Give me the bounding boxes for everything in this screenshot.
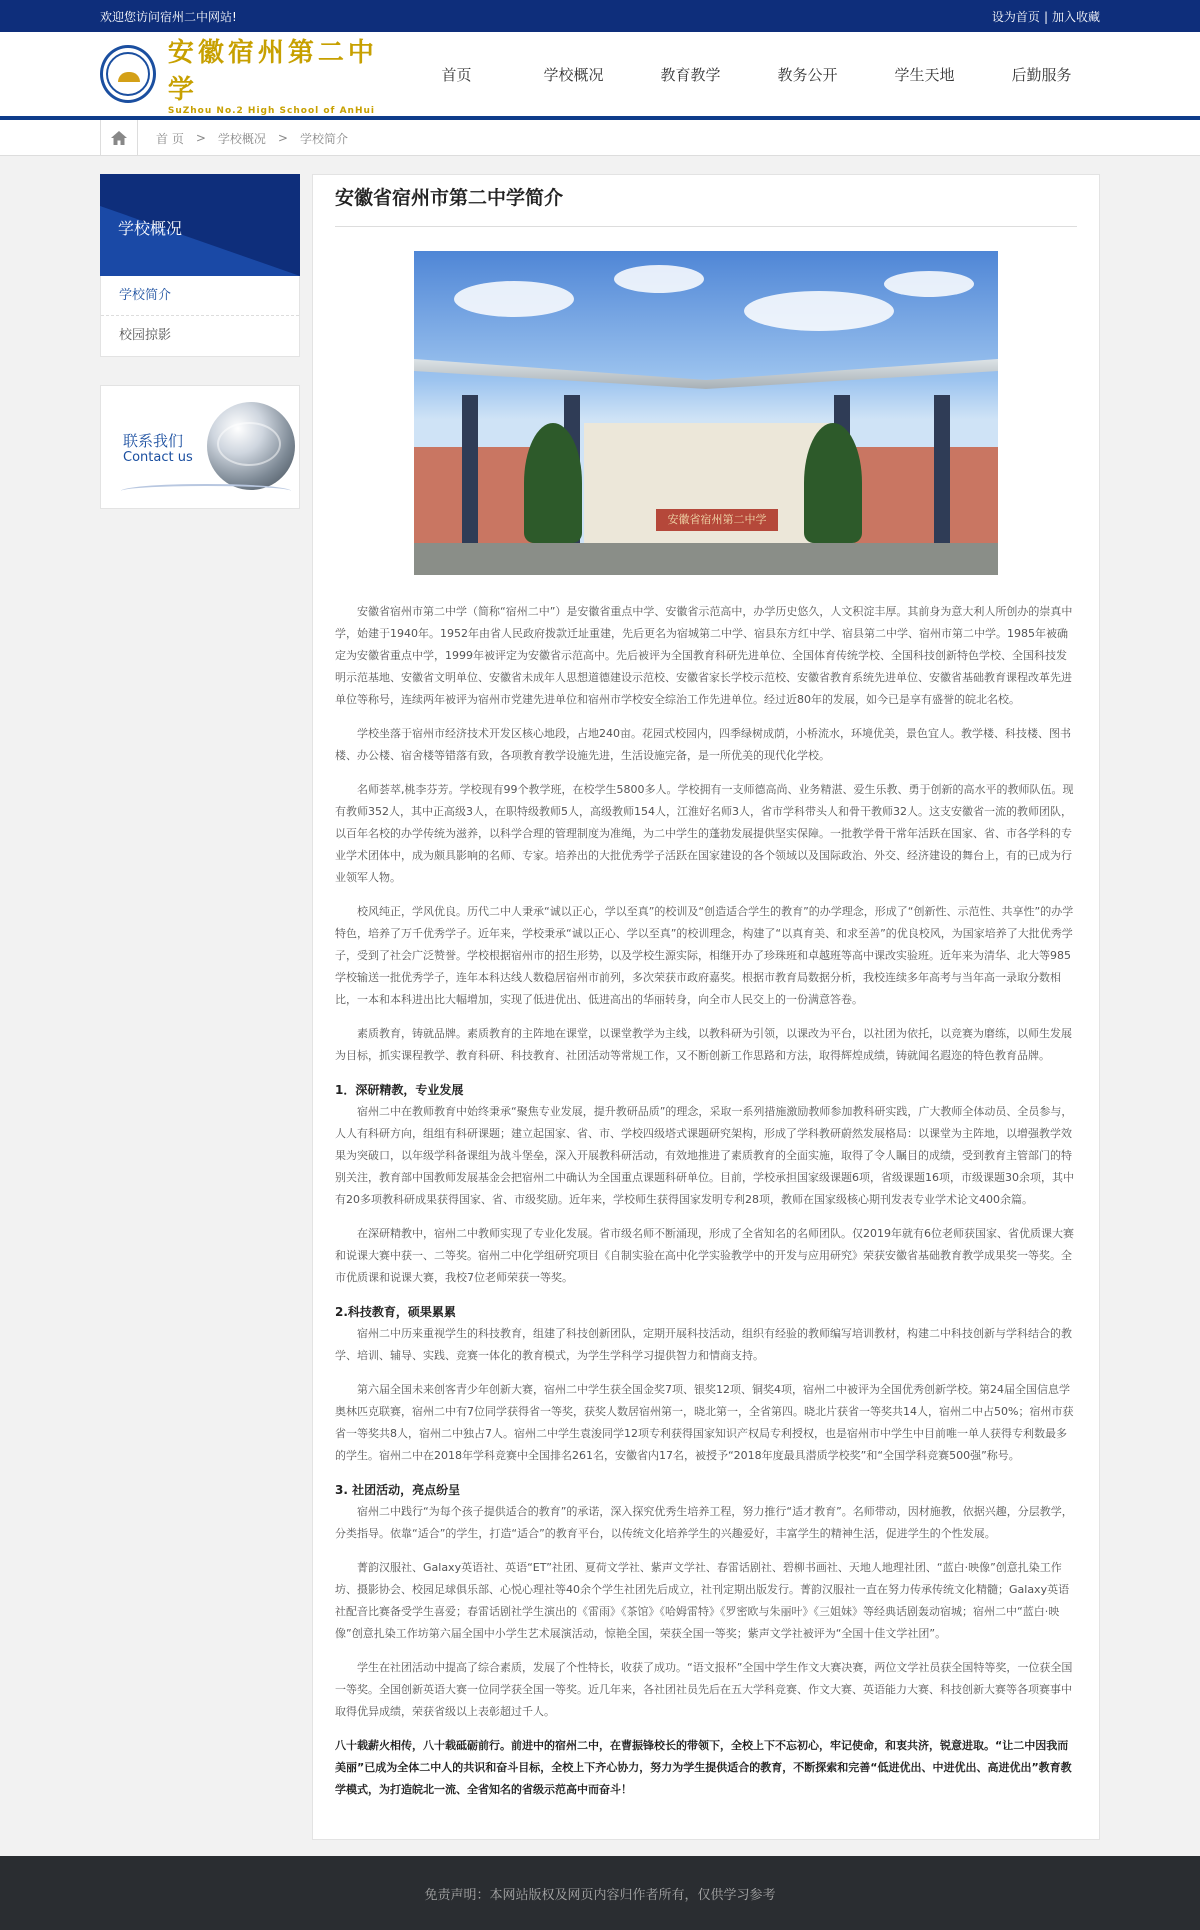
welcome-text: 欢迎您访问宿州二中网站! [100, 9, 237, 24]
article-paragraph: 素质教育，铸就品牌。素质教育的主阵地在课堂，以课堂教学为主线，以教科研为引领，以课改为平台，以社团为依托，以竞赛为磨练，以师生发展为目标，抓实课程教学、教育科研、科技教育、社团活动等常规工作，又不断创新工作思路和方法，取得辉煌成绩，铸就闻名遐迩的特色教育品牌。 [335, 1027, 1072, 1062]
article-paragraph: 宿州二中历来重视学生的科技教育，组建了科技创新团队，定期开展科技活动，组织有经验的教师编写培训教材，构建二中科技创新与学科结合的教学、培训、辅导、实践、竞赛一体化的教育模式，为学生学科学习提供智力和情商支持。 [335, 1327, 1072, 1362]
contact-us-en: Contact us [123, 450, 193, 465]
sidebar-header [100, 174, 300, 276]
school-gate-photo [414, 251, 998, 575]
school-emblem-icon [100, 45, 156, 103]
sidebar-item-school-intro[interactable]: 学校简介 [101, 276, 299, 316]
main-area [100, 174, 1100, 1840]
article-title: 安徽省宿州市第二中学简介 [335, 175, 1077, 227]
nav-home[interactable]: 首页 [441, 65, 472, 84]
site-header [0, 32, 1200, 120]
logo-chinese-name: 安徽宿州第二中学 [167, 38, 378, 105]
sidebar-menu [100, 276, 300, 357]
nav-student-world[interactable]: 学生天地 [894, 65, 955, 84]
section-heading: 1．深研精教，专业发展 [335, 1083, 464, 1097]
article-paragraph: 宿州二中在教师教育中始终秉承“聚焦专业发展，提升教研品质”的理念，采取一系列措施激励教师参加教科研实践，广大教师全体动员、全员参与，人人有科研方向，组组有科研课题；建立起国家、省、市、学校四级塔式课题研究架构，形成了学科教研蔚然发展格局：以课堂为主阵地，以增强教学效果为突破口，以年级学科备课组为战斗堡垒，深入开展教科研活动，有效地推进了素质教育的全面实施，取得了令人瞩目的成绩，受到教育主管部门的特别关注，教育部中国教师发展基金会把宿州二中确认为全国重点课题科研单位。目前，学校承担国家级课题6项，省级课题16项，市级课题30余项，其中有20多项教科研成果获得国家、省、市级奖励。近年来，学校师生获得国家发明专利28项，教师在国家级核心期刊发表专业学术论文400余篇。 [335, 1105, 1074, 1206]
set-home-link[interactable]: 设为首页 [991, 9, 1040, 24]
main-nav [398, 64, 1100, 85]
logo-english-name: SuZhou No.2 High School of AnHui [167, 106, 375, 116]
globe-icon [207, 402, 295, 490]
article-closing: 八十载薪火相传，八十载砥砺前行。前进中的宿州二中，在曹振锋校长的带领下，全校上下不忘初心，牢记使命，和衷共济，锐意进取。“让二中因我而美丽”已成为全体二中人的共识和奋斗目标，全校上下齐心协力，努力为学生提供适合的教育，不断探索和完善“低进优出、中进优出、高进优出”教育教学模式，为打造皖北一流、全省知名的省级示范高中而奋斗！ [335, 1739, 1072, 1796]
nav-academic-affairs[interactable]: 教务公开 [777, 65, 838, 84]
top-links [992, 8, 1100, 25]
nav-school-overview[interactable]: 学校概况 [543, 65, 604, 84]
site-footer [0, 1856, 1200, 1930]
section-heading: 3. 社团活动，亮点纷呈 [335, 1483, 461, 1497]
article-paragraph: 菁韵汉服社、Galaxy英语社、英语“ET”社团、夏荷文学社、紫声文学社、春雷话剧社、碧柳书画社、天地人地理社团、“蓝白·映像”创意扎染工作坊、摄影协会、校园足球俱乐部、心悦心理社等40余个学生社团先后成立，社刊定期出版发行。菁韵汉服社一直在努力传承传统文化精髓；Galaxy英语社配音比赛备受学生喜爱；春雷话剧社学生演出的《雷雨》《茶馆》《哈姆雷特》《罗密欧与朱丽叶》《三姐妹》等经典话剧轰动宿城；宿州二中“蓝白·映像”创意扎染工作坊第六届全国中小学生艺术展演活动，惊艳全国，荣获全国一等奖；紫声文学社被评为“全国十佳文学社团”。 [335, 1561, 1070, 1640]
breadcrumb-current: 学校简介 [299, 131, 348, 146]
contact-us-banner[interactable] [100, 385, 300, 509]
top-bar [0, 0, 1200, 32]
sidebar-title: 学校概况 [118, 219, 183, 238]
article-paragraph: 学校坐落于宿州市经济技术开发区核心地段，占地240亩。花园式校园内，四季绿树成荫，小桥流水，环境优美，景色宜人。教学楼、科技楼、图书楼、办公楼、宿舍楼等错落有致，各项教育教学设施先进，生活设施完备，是一所优美的现代化学校。 [335, 727, 1071, 762]
article-paragraph: 第六届全国未来创客青少年创新大赛，宿州二中学生获全国金奖7项、银奖12项、铜奖4项，宿州二中被评为全国优秀创新学校。第24届全国信息学奥林匹克联赛，宿州二中有7位同学获得省一等奖，获奖人数居宿州第一，晓北第一，全省第四。晓北片获省一等奖共14人，宿州二中占50%；宿州市获省一等奖共8人，宿州二中独占7人。宿州二中学生袁浚同学12项专利获得国家知识产权局专利授权，也是宿州市中学生中目前唯一单人获得专利数最多的学生。宿州二中在2018年学科竞赛中全国排名261名，安徽省内17名，被授予“2018年度最具潜质学校奖”和“全国学科竞赛500强”称号。 [335, 1383, 1074, 1462]
breadcrumb-school-overview[interactable]: 学校概况 [217, 131, 266, 146]
breadcrumb-arrow: > [195, 131, 206, 145]
add-favorite-link[interactable]: 加入收藏 [1051, 9, 1100, 24]
section-heading: 2.科技教育，硕果累累 [335, 1305, 456, 1319]
breadcrumb-bar [0, 120, 1200, 156]
article-paragraph: 校风纯正，学风优良。历代二中人秉承“诚以正心，学以至真”的校训及“创造适合学生的教育”的办学理念，形成了“创新性、示范性、共享性”的办学特色，培养了万千优秀学子。近年来，学校秉承“诚以正心、学以至真”的校训理念，构建了“以真育美、和求至善”的优良校风，为国家培养了大批优秀学子，受到了社会广泛赞誉。学校根据宿州市的招生形势，以及学校生源实际，相继开办了珍珠班和卓越班等高中课改实验班。近年来为清华、北大等985学校输送一批优秀学子，连年本科达线人数稳居宿州市前列，多次荣获市政府嘉奖。根据市教育局数据分析，我校连续多年高考与当年高一录取分数相比，一本和本科进出比大幅增加，实现了低进优出、低进高出的华丽转身，向全市人民交上的一份满意答卷。 [335, 905, 1074, 1006]
contact-us-cn: 联系我们 [123, 432, 184, 450]
top-links-separator: | [1043, 9, 1048, 24]
site-logo[interactable] [100, 32, 398, 116]
article-paragraph: 宿州二中践行“为每个孩子提供适合的教育”的承诺，深入探究优秀生培养工程，努力推行“适才教育”。名师带动，因材施教，依据兴趣，分层教学，分类指导。依靠“适合”的学生，打造“适合”的教育平台，以传统文化培养学生的兴趣爱好，丰富学生的精神生活，促进学生的个性发展。 [335, 1505, 1073, 1540]
article-panel [312, 174, 1100, 1840]
nav-education[interactable]: 教育教学 [660, 65, 721, 84]
footer-disclaimer: 免责声明：本网站版权及网页内容归作者所有，仅供学习参考 [424, 1887, 776, 1903]
breadcrumb-arrow: > [277, 131, 288, 145]
sidebar [100, 174, 300, 1840]
article-paragraph: 在深研精教中，宿州二中教师实现了专业化发展。省市级名师不断涌现，形成了全省知名的名师团队。仅2019年就有6位老师获国家、省优质课大赛和说课大赛中获一、二等奖。宿州二中化学组研究项目《自制实验在高中化学实验教学中的开发与应用研究》荣获安徽省基础教育教学成果奖一等奖。全市优质课和说课大赛，我校7位老师荣获一等奖。 [335, 1227, 1074, 1284]
home-icon[interactable] [100, 120, 138, 156]
breadcrumb-home[interactable]: 首 页 [156, 131, 184, 146]
decorative-wave [121, 484, 291, 498]
article-paragraph: 学生在社团活动中提高了综合素质，发展了个性特长，收获了成功。“语文报杯”全国中学生作文大赛决赛，两位文学社员获全国特等奖，一位获全国一等奖。全国创新英语大赛一位同学获全国一等奖。近几年来，各社团社员先后在五大学科竞赛、作文大赛、英语能力大赛、科技创新大赛等各项赛事中取得优异成绩，荣获省级以上表彰超过千人。 [335, 1661, 1073, 1718]
article-paragraph: 安徽省宿州市第二中学（简称“宿州二中”）是安徽省重点中学、安徽省示范高中，办学历史悠久，人文积淀丰厚。其前身为意大利人所创办的崇真中学，始建于1940年。1952年由省人民政府拨款迁址重建，先后更名为宿城第二中学、宿县东方红中学、宿县第二中学、宿州市第二中学。1985年被确定为安徽省重点中学，1999年被评定为安徽省示范高中。先后被评为全国教育科研先进单位、全国体育传统学校、全国科技创新特色学校、全国科技发明示范基地、安徽省文明单位、安徽省未成年人思想道德建设示范校、安徽省家长学校示范校、安徽省教育系统先进单位、安徽省基础教育课程改革先进单位等称号，连续两年被评为宿州市党建先进单位和宿州市学校安全综治工作先进单位。经过近80年的发展，如今已是享有盛誉的皖北名校。 [335, 605, 1073, 706]
nav-logistics[interactable]: 后勤服务 [1011, 65, 1072, 84]
sidebar-item-campus-glimpse[interactable]: 校园掠影 [119, 328, 172, 343]
article-paragraph: 名师荟萃,桃李芬芳。学校现有99个教学班，在校学生5800多人。学校拥有一支师德高尚、业务精湛、爱生乐教、勇于创新的高水平的教师队伍。现有教师352人，其中正高级3人，在职特级教师5人，高级教师154人，江淮好名师3人，省市学科带头人和骨干教师32人。这支安徽省一流的教师团队，以百年名校的办学传统为滋养，以科学合理的管理制度为准绳，为二中学生的蓬勃发展提供坚实保障。一批教学骨干常年活跃在国家、省、市各学科的专业学术团体中，成为颇具影响的名师、专家。培养出的大批优秀学子活跃在国家建设的各个领域以及国际政治、外交、经济建设的舞台上，有的已成为行业领军人物。 [335, 783, 1074, 884]
gate-sign: 安徽省宿州第二中学 [656, 509, 778, 531]
